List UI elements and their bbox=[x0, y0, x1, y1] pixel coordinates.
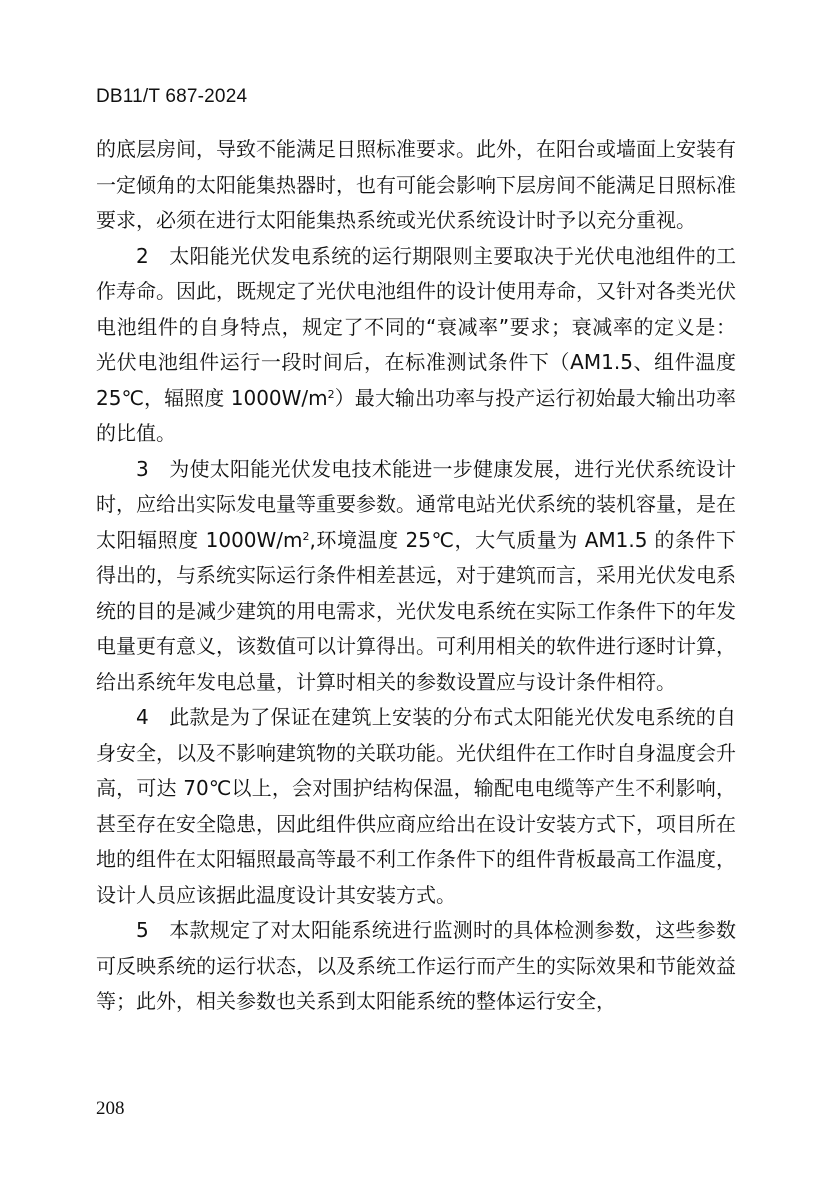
paragraph-item-5: 5 本款规定了对太阳能系统进行监测时的具体检测参数，这些参数可反映系统的运行状态，以及系统工作运行而产生的实际效果和节能效益等；此外，相关参数也关系到太阳能系统的整体运行安全， bbox=[96, 918, 736, 1013]
superscript-2: 2 bbox=[327, 387, 335, 401]
paragraph-item-3-text: 3 为使太阳能光伏发电技术能进一步健康发展，进行光伏系统设计时，应给出实际发电量等重要参数。通常电站光伏系统的装机容量，是在太阳辐照度 1000W/m bbox=[96, 456, 736, 552]
superscript-2: 2 bbox=[302, 529, 310, 543]
document-code: DB11/T 687-2024 bbox=[96, 86, 248, 107]
paragraph-item-3 bbox=[96, 452, 736, 701]
paragraph-item-2-text-end: ）最大输出功率与投产运行初始最大输出功率的比值。 bbox=[96, 385, 736, 445]
page-number: 208 bbox=[96, 1098, 125, 1119]
paragraph-item-4: 4 此款是为了保证在建筑上安装的分布式太阳能光伏发电系统的自身安全，以及不影响建筑物的关联功能。光伏组件在工作时自身温度会升高，可达 70℃以上，会对围护结构保温，输配电电缆等产生不利影响，甚至存在安全隐患，因此组件供应商应给出在设计安装方式下，项目所在地的组件在太阳辐照最高等最不利工作条件下的组件背板最高工作温度，设计人员应该据此温度设计其安装方式。 bbox=[96, 705, 736, 907]
paragraph-item-2 bbox=[96, 239, 736, 452]
body-text bbox=[96, 132, 736, 1020]
paragraph-continuation: 的底层房间，导致不能满足日照标准要求。此外，在阳台或墙面上安装有一定倾角的太阳能集热器时，也有可能会影响下层房间不能满足日照标准要求，必须在进行太阳能集热系统或光伏系统设计时予以充分重视。 bbox=[96, 137, 736, 232]
paragraph-item-3-text-end: ,环境温度 25℃，大气质量为 AM1.5 的条件下得出的，与系统实际运行条件相差甚远，对于建筑而言，采用光伏发电系统的目的是减少建筑的用电需求，光伏发电系统在实际工作条件下的年发电量更有意义，该数值可以计算得出。可利用相关的软件进行逐时计算，给出系统年发电总量，计算时相关的参数设置应与设计条件相符。 bbox=[96, 527, 736, 694]
paragraph-item-2-text: 2 太阳能光伏发电系统的运行期限则主要取决于光伏电池组件的工作寿命。因此，既规定了光伏电池组件的设计使用寿命，又针对各类光伏电池组件的自身特点，规定了不同的“衰减率”要求；衰减率的定义是：光伏电池组件运行一段时间后，在标准测试条件下（AM1.5、组件温度 25℃，辐照度 1000W/m bbox=[96, 243, 736, 410]
